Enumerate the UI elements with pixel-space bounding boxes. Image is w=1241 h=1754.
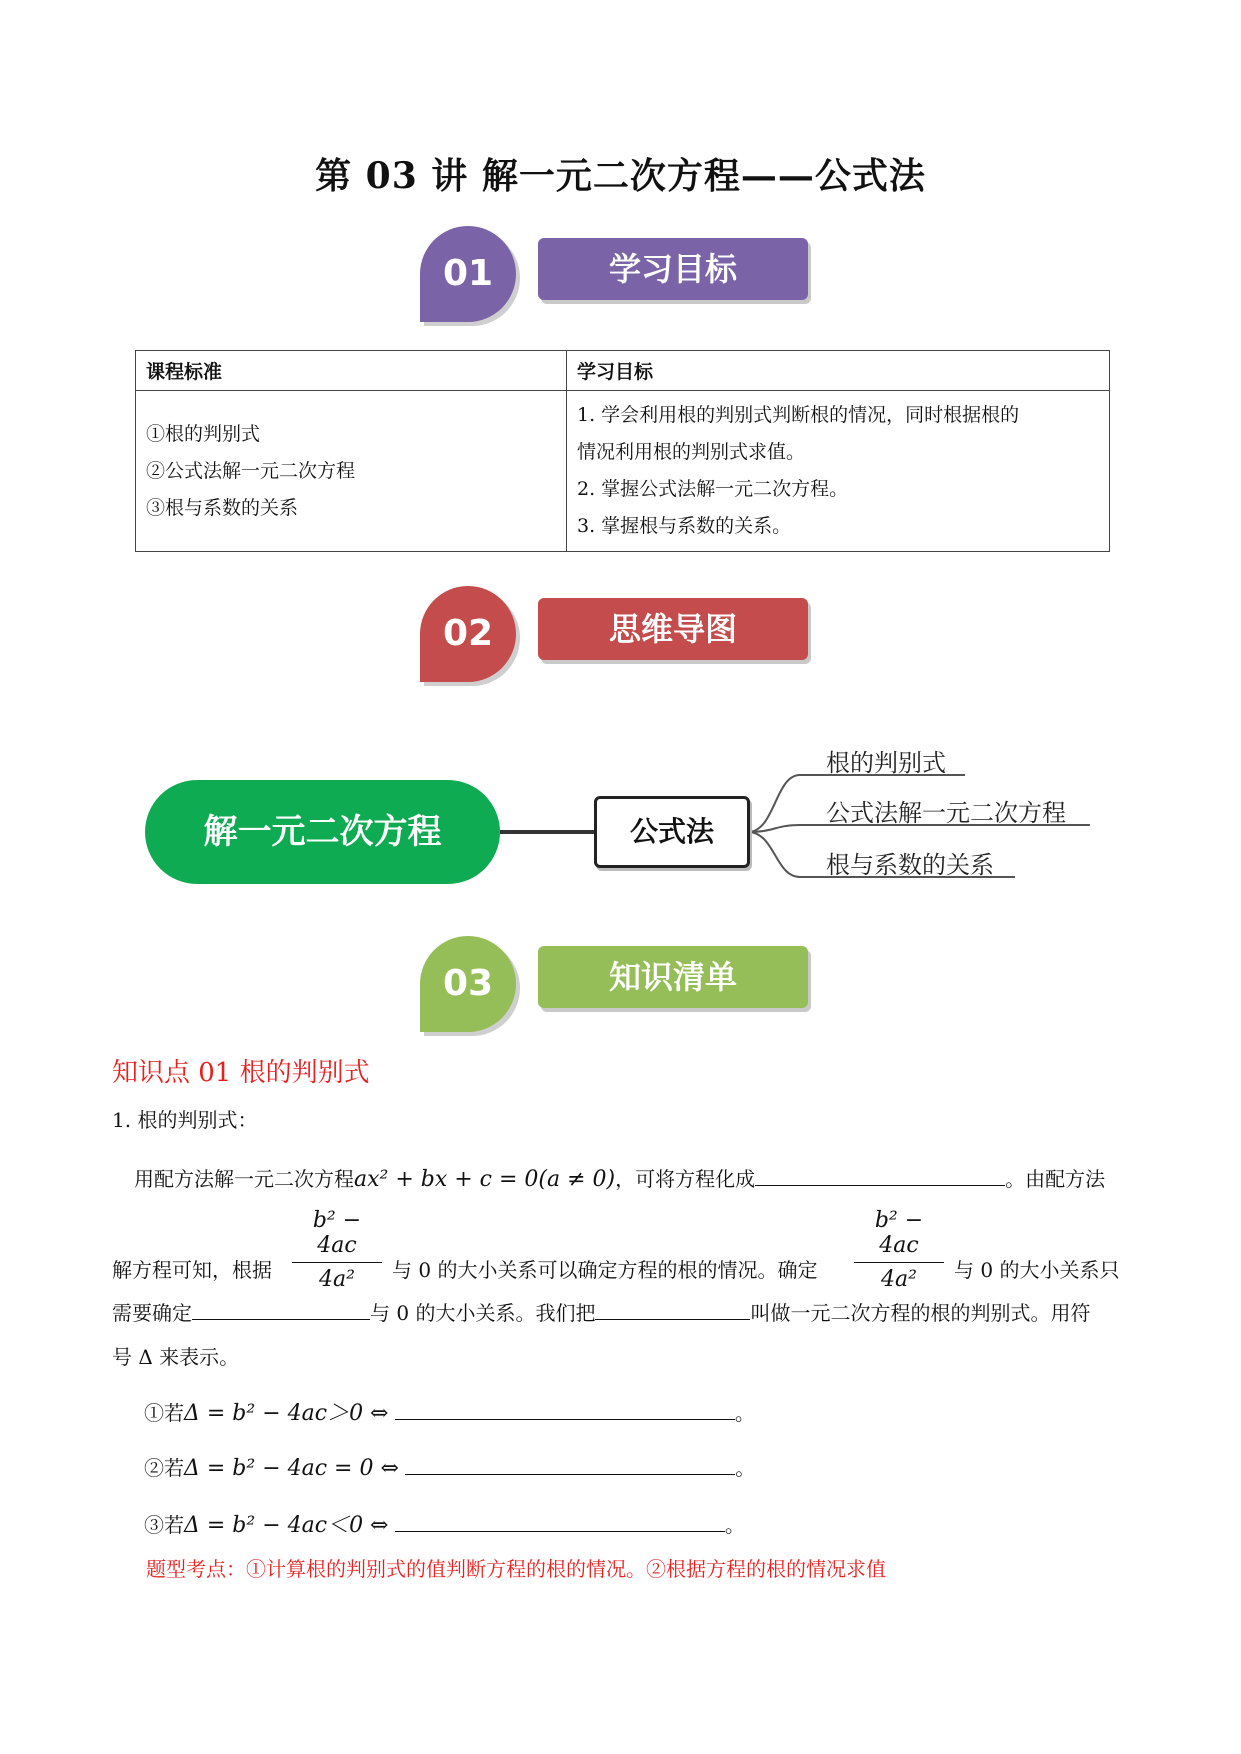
mindmap-node: 公式法 (594, 796, 750, 868)
badge-label: 知识清单 (538, 946, 808, 1008)
mindmap-leaf: 公式法解一元二次方程 (826, 799, 1066, 827)
cell-text: 情况利用根的判别式求值。 (577, 441, 806, 463)
table-header: 课程标准 (136, 351, 567, 391)
text: 与 0 的大小关系只 (954, 1258, 1120, 1282)
fraction-1 (292, 1208, 382, 1292)
fraction-denominator: 4a² (881, 1267, 917, 1292)
fraction-numerator: b² − 4ac (292, 1208, 382, 1263)
fill-blank[interactable] (755, 1163, 1005, 1186)
fill-blank[interactable] (405, 1452, 735, 1475)
paragraph-line-4: 号 Δ 来表示。 (112, 1345, 240, 1369)
case-line-3 (144, 1508, 745, 1539)
case-line-2 (144, 1452, 755, 1481)
paragraph-line-1 (134, 1163, 1105, 1192)
text: 需要确定 (112, 1301, 192, 1325)
text: 与 0 的大小关系可以确定方程的根的情况。确定 (392, 1258, 818, 1282)
equation: ax² + bx + c = 0(a ≠ 0) (354, 1167, 616, 1192)
case-expression: Δ = b² − 4ac＞0 ⇔ (184, 1401, 389, 1426)
paragraph-line-3 (112, 1297, 1090, 1326)
page-title: 第 03 讲 解一元二次方程——公式法 (315, 155, 926, 197)
paragraph-line-2c (954, 1254, 1119, 1283)
case-expression: Δ = b² − 4ac＜0 ⇔ (184, 1513, 389, 1538)
fill-blank[interactable] (595, 1297, 750, 1320)
case-end: 。 (735, 1456, 756, 1480)
case-end: 。 (724, 1513, 745, 1537)
knowledge-item: 1. 根的判别式： (112, 1108, 258, 1132)
paragraph-line-2 (112, 1254, 272, 1283)
fill-blank[interactable] (192, 1297, 370, 1320)
case-prefix: ③若 (144, 1513, 184, 1537)
cell-text: 3. 掌握根与系数的关系。 (577, 515, 792, 537)
fraction-denominator: 4a² (319, 1267, 355, 1292)
cell-text: ②公式法解一元二次方程 (146, 459, 356, 482)
badge-label: 学习目标 (538, 238, 808, 300)
badge-number: 02 (442, 613, 494, 654)
paragraph-line-2b (392, 1254, 817, 1283)
cell-text: ①根的判别式 (146, 422, 261, 445)
cell-text: 2. 掌握公式法解一元二次方程。 (577, 478, 849, 500)
text: 解方程可知，根据 (112, 1258, 272, 1282)
case-expression: Δ = b² − 4ac = 0 ⇔ (184, 1456, 399, 1481)
case-line-1 (144, 1396, 755, 1427)
fraction-numerator: b² − 4ac (854, 1208, 944, 1263)
case-prefix: ①若 (144, 1401, 184, 1425)
fill-blank[interactable] (395, 1509, 725, 1532)
text: ，可将方程化成 (615, 1167, 756, 1191)
case-end: 。 (734, 1401, 755, 1425)
badge-label: 思维导图 (538, 598, 808, 660)
knowledge-heading: 知识点 01 根的判别式 (112, 1058, 370, 1088)
badge-number: 01 (442, 253, 494, 294)
text: 用配方法解一元二次方程 (134, 1167, 354, 1191)
exam-point: 题型考点：①计算根的判别式的值判断方程的根的情况。②根据方程的根的情况求值 (146, 1557, 886, 1581)
text: 与 0 的大小关系。我们把 (370, 1301, 596, 1325)
table-header: 学习目标 (567, 351, 1110, 391)
badge-number: 03 (442, 963, 494, 1004)
case-prefix: ②若 (144, 1456, 184, 1480)
fraction-2 (854, 1208, 944, 1292)
mindmap-root: 解一元二次方程 (145, 780, 500, 884)
mindmap-leaf: 根与系数的关系 (826, 851, 994, 879)
text: 。由配方法 (1005, 1167, 1106, 1191)
fill-blank[interactable] (395, 1397, 735, 1420)
text: 叫做一元二次方程的根的判别式。用符 (750, 1301, 1091, 1325)
cell-text: 1. 学会利用根的判别式判断根的情况，同时根据根的 (577, 404, 1020, 426)
cell-text: ③根与系数的关系 (146, 496, 299, 519)
mindmap-leaf: 根的判别式 (826, 749, 946, 777)
